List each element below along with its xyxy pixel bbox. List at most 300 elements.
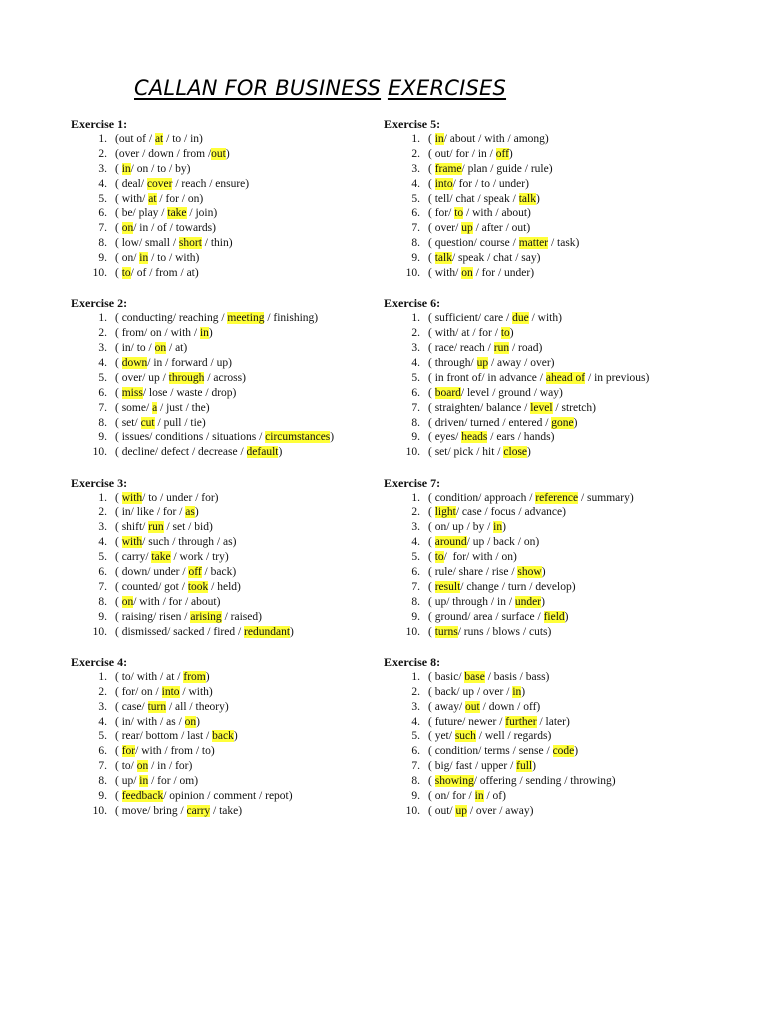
item-number: 3. bbox=[98, 342, 107, 355]
highlighted-answer: reference bbox=[535, 491, 579, 504]
option-text: ( for/ on / bbox=[115, 685, 162, 698]
option-text: / for / to / under) bbox=[452, 177, 529, 190]
option-text: / work / try) bbox=[170, 551, 229, 564]
option-text: ( on/ bbox=[115, 252, 140, 265]
option-text: / offering / sending / throwing) bbox=[473, 775, 616, 788]
option-text: ( low/ small / bbox=[115, 237, 179, 250]
option-text: / for / on) bbox=[156, 192, 204, 205]
item-options bbox=[115, 774, 198, 789]
highlighted-answer: cut bbox=[140, 416, 155, 429]
option-text: / to / with) bbox=[148, 252, 200, 265]
option-text: / such / through / as) bbox=[142, 536, 237, 549]
exercise-item bbox=[384, 356, 714, 371]
highlighted-answer: from bbox=[183, 670, 206, 683]
exercise-heading: Exercise 3: bbox=[71, 475, 128, 490]
highlighted-answer: due bbox=[512, 312, 529, 325]
item-number: 5. bbox=[98, 730, 107, 743]
option-text: / just / the) bbox=[157, 401, 210, 414]
option-text: / summary) bbox=[578, 491, 634, 504]
item-options bbox=[428, 177, 529, 192]
exercise-item bbox=[384, 774, 714, 789]
item-number: 9. bbox=[411, 610, 420, 623]
option-text: ( decline/ defect / decrease / bbox=[115, 446, 247, 459]
exercise-item bbox=[384, 550, 714, 565]
item-options bbox=[115, 192, 203, 207]
option-text: ( bbox=[428, 177, 435, 190]
left-column bbox=[71, 116, 401, 833]
exercise-item bbox=[71, 565, 401, 580]
exercise-heading: Exercise 2: bbox=[71, 296, 128, 311]
item-options bbox=[428, 221, 530, 236]
exercise-item bbox=[71, 341, 401, 356]
option-text: ( straighten/ balance / bbox=[428, 401, 531, 414]
exercise-item bbox=[384, 251, 714, 266]
highlighted-answer: to bbox=[434, 551, 444, 564]
exercise-item bbox=[384, 759, 714, 774]
highlighted-answer: in bbox=[474, 790, 484, 803]
exercise-item bbox=[71, 595, 401, 610]
option-text: ( out/ bbox=[428, 804, 456, 817]
option-text: ) bbox=[535, 192, 540, 205]
item-number: 8. bbox=[98, 416, 107, 429]
highlighted-answer: up bbox=[476, 356, 489, 369]
exercise-item bbox=[384, 505, 714, 520]
item-number: 2. bbox=[98, 685, 107, 698]
exercise-item bbox=[71, 147, 401, 162]
exercise-item bbox=[71, 491, 401, 506]
item-number: 9. bbox=[98, 431, 107, 444]
option-text: ( bbox=[115, 356, 122, 369]
option-text: / finishing) bbox=[264, 312, 319, 325]
option-text: ( up/ bbox=[115, 775, 140, 788]
highlighted-answer: meeting bbox=[227, 312, 265, 325]
option-text: ( set/ bbox=[115, 416, 141, 429]
highlighted-answer: board bbox=[434, 386, 461, 399]
item-options bbox=[428, 326, 514, 341]
highlighted-answer: as bbox=[185, 506, 195, 519]
option-text: ) bbox=[225, 147, 230, 160]
option-text: ( basic/ bbox=[428, 670, 465, 683]
option-text: ( deal/ bbox=[115, 177, 147, 190]
option-text: / for / under) bbox=[472, 267, 535, 280]
item-number: 10. bbox=[405, 804, 420, 817]
highlighted-answer: with bbox=[121, 536, 143, 549]
option-text: ( bbox=[428, 133, 435, 145]
exercise-item bbox=[71, 685, 401, 700]
exercise-item bbox=[384, 670, 714, 685]
highlighted-answer: showing bbox=[434, 775, 474, 788]
exercise-item bbox=[71, 206, 401, 221]
item-options bbox=[115, 520, 213, 535]
exercise-item bbox=[384, 789, 714, 804]
highlighted-answer: a bbox=[152, 401, 158, 414]
option-text: (over / down / from / bbox=[115, 147, 212, 160]
item-options bbox=[115, 430, 334, 445]
option-text: / road) bbox=[509, 342, 543, 355]
option-text: ( up/ through / in / bbox=[428, 595, 515, 608]
exercise-item bbox=[71, 744, 401, 759]
exercise-item bbox=[384, 132, 714, 147]
exercise-item bbox=[384, 595, 714, 610]
exercise-item bbox=[71, 326, 401, 341]
item-options bbox=[428, 670, 549, 685]
item-options bbox=[115, 565, 236, 580]
highlighted-answer: heads bbox=[461, 431, 488, 444]
item-number: 2. bbox=[411, 685, 420, 698]
option-text: ( ground/ area / surface / bbox=[428, 610, 544, 623]
item-number: 4. bbox=[98, 177, 107, 190]
item-number: 10. bbox=[405, 446, 420, 459]
item-options bbox=[115, 505, 199, 520]
item-options bbox=[428, 251, 540, 266]
item-number: 5. bbox=[411, 730, 420, 743]
option-text: ( raising/ risen / bbox=[115, 610, 191, 623]
exercise-item bbox=[384, 491, 714, 506]
item-number: 10. bbox=[405, 267, 420, 280]
highlighted-answer: gone bbox=[551, 416, 574, 429]
item-number: 1. bbox=[411, 312, 420, 325]
item-options bbox=[428, 520, 506, 535]
option-text: ( for/ bbox=[428, 207, 455, 220]
item-number: 6. bbox=[98, 386, 107, 399]
exercise-heading: Exercise 1: bbox=[71, 117, 128, 131]
item-options bbox=[115, 491, 219, 506]
item-number: 9. bbox=[411, 252, 420, 265]
option-text: ( with/ bbox=[115, 192, 149, 205]
highlighted-answer: frame bbox=[434, 162, 462, 175]
exercise-item bbox=[71, 774, 401, 789]
option-text: / at) bbox=[166, 342, 188, 355]
option-text: ( down/ under / bbox=[115, 566, 189, 579]
highlighted-answer: light bbox=[434, 506, 456, 519]
option-text: ( bbox=[115, 162, 122, 175]
item-options bbox=[115, 341, 187, 356]
exercise-item bbox=[71, 386, 401, 401]
option-text: ( carry/ bbox=[115, 551, 152, 564]
option-text: / stretch) bbox=[552, 401, 596, 414]
exercise-item bbox=[384, 416, 714, 431]
option-text: ) bbox=[208, 327, 213, 340]
exercise-item bbox=[384, 565, 714, 580]
exercise-item bbox=[71, 266, 401, 281]
item-number: 8. bbox=[411, 416, 420, 429]
highlighted-answer: run bbox=[148, 521, 164, 534]
option-text: / reach / ensure) bbox=[172, 177, 250, 190]
option-text: ) bbox=[194, 506, 199, 519]
item-number: 4. bbox=[98, 356, 107, 369]
exercise-item bbox=[71, 192, 401, 207]
item-options bbox=[428, 162, 553, 177]
highlighted-answer: down bbox=[121, 356, 148, 369]
item-number: 2. bbox=[98, 327, 107, 340]
item-options bbox=[115, 804, 242, 819]
item-number: 7. bbox=[98, 401, 107, 414]
highlighted-answer: in bbox=[139, 775, 149, 788]
exercise-item bbox=[71, 251, 401, 266]
option-text: / of) bbox=[483, 790, 506, 803]
item-options bbox=[115, 625, 294, 640]
exercise-item bbox=[71, 550, 401, 565]
right-column bbox=[384, 116, 714, 833]
exercise-item bbox=[71, 132, 401, 147]
highlighted-answer: up bbox=[461, 222, 473, 235]
item-options bbox=[115, 147, 230, 162]
option-text: ( some/ bbox=[115, 401, 153, 414]
highlighted-answer: off bbox=[495, 147, 509, 160]
exercise-item bbox=[384, 685, 714, 700]
option-text: ) bbox=[541, 566, 546, 579]
item-options bbox=[115, 132, 203, 147]
item-options bbox=[428, 535, 539, 550]
option-text: / case / focus / advance) bbox=[455, 506, 566, 519]
item-options bbox=[428, 236, 579, 251]
highlighted-answer: under bbox=[514, 595, 542, 608]
item-options bbox=[428, 266, 534, 281]
exercise-item bbox=[71, 580, 401, 595]
exercise-item bbox=[384, 326, 714, 341]
exercise-item bbox=[384, 804, 714, 819]
item-number: 6. bbox=[411, 566, 420, 579]
highlighted-answer: run bbox=[493, 342, 510, 355]
highlighted-answer: short bbox=[178, 237, 202, 250]
exercise-item bbox=[71, 505, 401, 520]
option-text: ( issues/ conditions / situations / bbox=[115, 431, 266, 444]
option-text: / on / to / by) bbox=[130, 162, 191, 175]
option-text: ( shift/ bbox=[115, 521, 149, 534]
highlighted-answer: out bbox=[465, 700, 480, 713]
exercise-item bbox=[71, 670, 401, 685]
item-options bbox=[428, 386, 563, 401]
option-text: / change / turn / develop) bbox=[460, 580, 576, 593]
option-text: ( bbox=[115, 745, 122, 758]
option-text: / held) bbox=[208, 580, 241, 593]
exercise-7 bbox=[384, 475, 714, 654]
option-text: ) bbox=[205, 670, 210, 683]
highlighted-answer: to bbox=[500, 327, 510, 340]
item-number: 1. bbox=[411, 133, 420, 145]
item-number: 5. bbox=[98, 551, 107, 564]
exercise-item bbox=[384, 371, 714, 386]
exercise-item bbox=[71, 789, 401, 804]
option-text: ( case/ bbox=[115, 700, 148, 713]
item-options bbox=[115, 162, 190, 177]
option-text: / for / om) bbox=[148, 775, 199, 788]
item-number: 2. bbox=[98, 147, 107, 160]
highlighted-answer: into bbox=[434, 177, 453, 190]
item-number: 4. bbox=[411, 356, 420, 369]
item-options bbox=[115, 386, 236, 401]
option-text: ( tell/ chat / speak / bbox=[428, 192, 519, 205]
item-number: 7. bbox=[411, 401, 420, 414]
highlighted-answer: turns bbox=[434, 625, 458, 638]
exercise-item bbox=[71, 804, 401, 819]
option-text: / in / of / towards) bbox=[133, 222, 216, 235]
exercise-item bbox=[384, 311, 714, 326]
option-text: / with) bbox=[179, 685, 213, 698]
highlighted-answer: carry bbox=[186, 804, 211, 817]
exercise-8 bbox=[384, 654, 714, 833]
option-text: / away / over) bbox=[488, 356, 555, 369]
option-text: / across) bbox=[204, 371, 246, 384]
exercise-heading: Exercise 5: bbox=[384, 117, 441, 131]
item-options bbox=[115, 550, 229, 565]
item-options bbox=[428, 192, 540, 207]
option-text: ( future/ newer / bbox=[428, 715, 506, 728]
highlighted-answer: arising bbox=[190, 610, 222, 623]
title-exercises: EXERCISES bbox=[387, 76, 507, 100]
exercise-item bbox=[71, 311, 401, 326]
item-number: 10. bbox=[92, 267, 107, 280]
exercise-heading: Exercise 6: bbox=[384, 296, 441, 311]
option-text: / with / about) bbox=[463, 207, 531, 220]
item-options bbox=[428, 401, 596, 416]
option-text: / with / from / to) bbox=[135, 745, 215, 758]
exercise-item bbox=[71, 371, 401, 386]
highlighted-answer: on bbox=[154, 342, 167, 355]
item-options bbox=[115, 371, 246, 386]
highlighted-answer: out bbox=[211, 147, 226, 160]
item-options bbox=[428, 505, 566, 520]
item-number: 7. bbox=[98, 760, 107, 773]
item-options bbox=[115, 610, 262, 625]
exercise-item bbox=[384, 206, 714, 221]
exercise-item bbox=[384, 445, 714, 460]
highlighted-answer: through bbox=[168, 371, 205, 384]
item-number: 3. bbox=[98, 521, 107, 534]
option-text: ( move/ bring / bbox=[115, 804, 187, 817]
exercise-item bbox=[384, 341, 714, 356]
exercise-item bbox=[384, 266, 714, 281]
option-text: ( condition/ terms / sense / bbox=[428, 745, 553, 758]
exercise-heading: Exercise 4: bbox=[71, 654, 128, 669]
exercise-item bbox=[384, 610, 714, 625]
option-text: ( bbox=[428, 625, 435, 638]
item-options bbox=[428, 416, 577, 431]
option-text: ( bbox=[428, 551, 435, 564]
exercise-item bbox=[71, 356, 401, 371]
option-text: / to / under / for) bbox=[142, 491, 219, 504]
exercise-item bbox=[71, 715, 401, 730]
option-text: ( bbox=[428, 386, 435, 399]
option-text: ( big/ fast / upper / bbox=[428, 760, 517, 773]
item-options bbox=[428, 580, 576, 595]
option-text: ( bbox=[115, 222, 122, 235]
option-text: ) bbox=[330, 431, 335, 444]
option-text: ( conducting/ reaching / bbox=[115, 312, 228, 325]
highlighted-answer: on bbox=[184, 715, 197, 728]
exercise-item bbox=[384, 147, 714, 162]
item-options bbox=[428, 774, 616, 789]
item-number: 1. bbox=[98, 670, 107, 683]
highlighted-answer: further bbox=[505, 715, 537, 728]
item-options bbox=[115, 326, 213, 341]
option-text: ( over/ bbox=[428, 222, 462, 235]
option-text: / in / forward / up) bbox=[147, 356, 232, 369]
item-options bbox=[428, 430, 554, 445]
option-text: ( bbox=[115, 267, 122, 280]
highlighted-answer: to bbox=[121, 267, 131, 280]
item-options bbox=[115, 311, 318, 326]
exercise-item bbox=[71, 520, 401, 535]
option-text: / ears / hands) bbox=[487, 431, 555, 444]
option-text: / to / in) bbox=[163, 133, 203, 145]
exercise-item bbox=[384, 177, 714, 192]
option-text: ( bbox=[115, 536, 122, 549]
exercise-item bbox=[384, 520, 714, 535]
highlighted-answer: turn bbox=[147, 700, 167, 713]
exercise-2 bbox=[71, 295, 401, 474]
item-options bbox=[115, 251, 199, 266]
item-options bbox=[428, 371, 649, 386]
item-options bbox=[115, 206, 217, 221]
option-text: / back) bbox=[201, 566, 237, 579]
item-options bbox=[115, 744, 215, 759]
option-text: / up / back / on) bbox=[466, 536, 540, 549]
item-options bbox=[115, 670, 210, 685]
option-text: ( out/ for / in / bbox=[428, 147, 496, 160]
option-text: ( to/ with / at / bbox=[115, 670, 184, 683]
item-number: 5. bbox=[98, 371, 107, 384]
item-number: 6. bbox=[411, 207, 420, 220]
option-text: ) bbox=[573, 416, 578, 429]
option-text: ( in/ with / as / bbox=[115, 715, 185, 728]
item-number: 2. bbox=[411, 147, 420, 160]
item-options bbox=[115, 236, 233, 251]
option-text: ( bbox=[428, 775, 435, 788]
item-number: 4. bbox=[98, 536, 107, 549]
item-options bbox=[428, 206, 531, 221]
item-number: 7. bbox=[98, 222, 107, 235]
item-number: 2. bbox=[411, 327, 420, 340]
option-text: / down / off) bbox=[479, 700, 541, 713]
exercise-item bbox=[71, 729, 401, 744]
item-number: 1. bbox=[98, 312, 107, 325]
item-number: 10. bbox=[92, 804, 107, 817]
item-number: 7. bbox=[411, 760, 420, 773]
item-number: 8. bbox=[98, 775, 107, 788]
option-text: / lose / waste / drop) bbox=[142, 386, 237, 399]
option-text: ) bbox=[233, 730, 238, 743]
item-options bbox=[115, 177, 249, 192]
exercise-item bbox=[71, 236, 401, 251]
item-options bbox=[115, 580, 241, 595]
exercise-item bbox=[384, 700, 714, 715]
item-options bbox=[115, 535, 236, 550]
option-text: ) bbox=[521, 685, 526, 698]
option-text: / join) bbox=[186, 207, 218, 220]
exercise-item bbox=[384, 221, 714, 236]
option-text: ) bbox=[508, 147, 513, 160]
highlighted-answer: on bbox=[121, 222, 134, 235]
item-options bbox=[428, 685, 525, 700]
option-text: ( to/ bbox=[115, 760, 137, 773]
option-text: ( race/ reach / bbox=[428, 342, 494, 355]
option-text: / later) bbox=[536, 715, 570, 728]
highlighted-answer: talk bbox=[518, 192, 536, 205]
highlighted-answer: up bbox=[455, 804, 467, 817]
item-options bbox=[115, 789, 293, 804]
item-number: 10. bbox=[405, 625, 420, 638]
option-text: / in previous) bbox=[585, 371, 650, 384]
item-options bbox=[115, 266, 199, 281]
item-options bbox=[115, 416, 206, 431]
exercise-4 bbox=[71, 654, 401, 833]
item-options bbox=[115, 595, 220, 610]
option-text: ) bbox=[196, 715, 200, 728]
highlighted-answer: feedback bbox=[121, 790, 164, 803]
option-text: ( in/ to / bbox=[115, 342, 155, 355]
page-title bbox=[134, 76, 506, 100]
